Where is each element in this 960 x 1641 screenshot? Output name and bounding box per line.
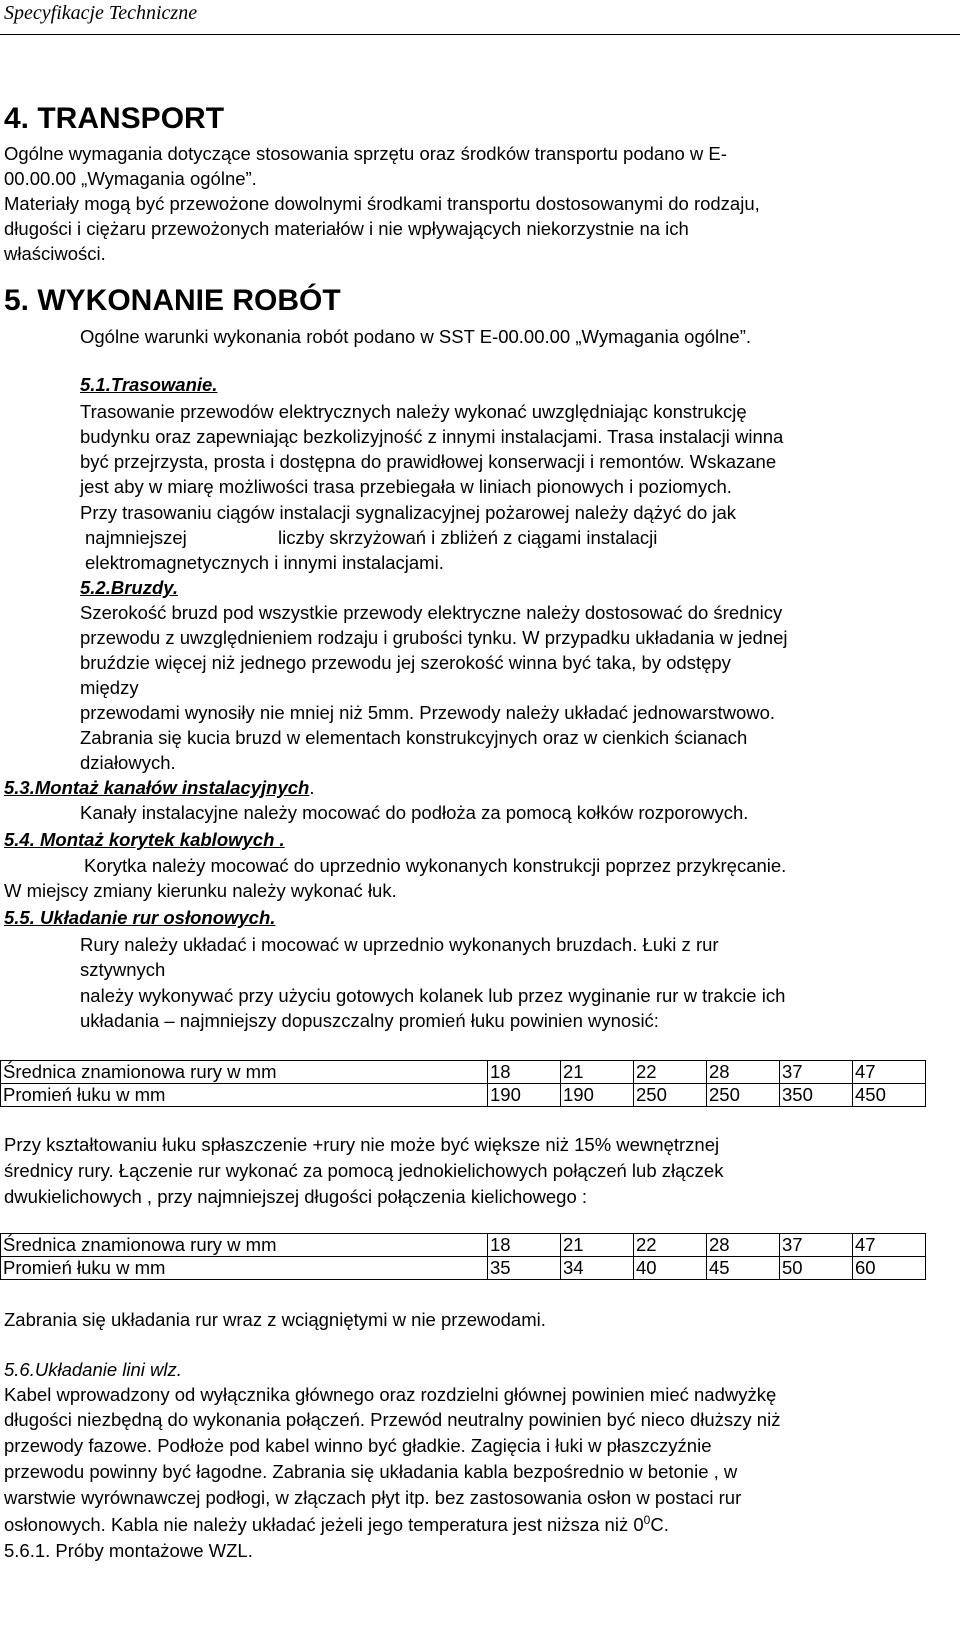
degree-superscript: 0 bbox=[643, 1513, 651, 1527]
section-5-heading: 5. WYKONANIE ROBÓT bbox=[4, 284, 341, 317]
table-cell: 45 bbox=[707, 1257, 780, 1280]
header-rule bbox=[0, 34, 960, 35]
table-cell: 250 bbox=[707, 1084, 780, 1107]
s51-line: elektromagnetycznych i innymi instalacjami. bbox=[85, 552, 444, 573]
table-cell: 28 bbox=[707, 1061, 780, 1084]
table-cell: 450 bbox=[853, 1084, 926, 1107]
s54-line: W miejscy zmiany kierunku należy wykonać łuk. bbox=[4, 880, 397, 901]
s51-line: być przejrzysta, prosta i dostępna do prawidłowej konserwacji i remontów. Wskazane bbox=[80, 451, 777, 472]
s52-line: przewodami wynosiły nie mniej niż 5mm. Przewody należy układać jednowarstwowo. bbox=[80, 702, 776, 723]
table-cell: 40 bbox=[634, 1257, 707, 1280]
header-title: Specyfikacje Techniczne bbox=[4, 2, 198, 24]
pipes-note: Zabrania się układania rur wraz z wciągniętymi w nie przewodami. bbox=[4, 1309, 546, 1330]
s56-line: przewodu powinny być łagodne. Zabrania się układania kabla bezpośrednio w betonie , w bbox=[4, 1461, 738, 1482]
table-cell: Promień łuku w mm bbox=[1, 1084, 488, 1107]
s56-last-line bbox=[4, 1513, 669, 1536]
table-cell: 190 bbox=[488, 1084, 561, 1107]
s55-line: należy wykonywać przy użyciu gotowych kolanek lub przez wyginanie rur w trakcie ich bbox=[80, 985, 786, 1006]
table-cell: Średnica znamionowa rury w mm bbox=[1, 1234, 488, 1257]
table-cell: 22 bbox=[634, 1061, 707, 1084]
table-cell: 28 bbox=[707, 1234, 780, 1257]
s52-line: przewodu z uwzględnieniem rodzaju i grubości tynku. W przypadku układania w jednej bbox=[80, 627, 788, 648]
mid-line: dwukielichowych , przy najmniejszej długości połączenia kielichowego : bbox=[4, 1186, 588, 1207]
table-cell: 34 bbox=[561, 1257, 634, 1280]
s55-line: sztywnych bbox=[80, 959, 166, 980]
s51-line: najmniejszej bbox=[85, 527, 187, 548]
s56-line: Kabel wprowadzony od wyłącznika głównego oraz rozdzielni głównej powinien mieć nadwyżkę bbox=[4, 1384, 777, 1405]
table-cell: 22 bbox=[634, 1234, 707, 1257]
table-cell: 350 bbox=[780, 1084, 853, 1107]
table-cell: 37 bbox=[780, 1061, 853, 1084]
table-row bbox=[1, 1084, 926, 1107]
s56-line: długości niezbędną do wykonania połączeń. Przewód neutralny powinien być nieco dłuższy niż bbox=[4, 1409, 781, 1430]
s56-last-text: osłonowych. Kabla nie należy układać jeżeli jego temperatura jest niższa niż 0 bbox=[4, 1514, 644, 1536]
section-5-3-title-wrap bbox=[4, 777, 315, 799]
mid-line: średnicy rury. Łączenie rur wykonać za pomocą jednokielichowych połączeń lub złączek bbox=[4, 1160, 724, 1181]
s51-line: liczby skrzyżowań i zbliżeń z ciągami instalacji bbox=[278, 527, 658, 548]
s54-line: Korytka należy mocować do uprzednio wykonanych konstrukcji poprzez przykręcanie. bbox=[84, 855, 787, 876]
table-cell: Promień łuku w mm bbox=[1, 1257, 488, 1280]
table-row bbox=[1, 1061, 926, 1084]
table-cell: 250 bbox=[634, 1084, 707, 1107]
table-cell: 60 bbox=[853, 1257, 926, 1280]
table-cell: 47 bbox=[853, 1234, 926, 1257]
section-5-3-title: 5.3.Montaż kanałów instalacyjnych bbox=[4, 777, 310, 798]
s51-line: Przy trasowaniu ciągów instalacji sygnalizacyjnej pożarowej należy dążyć do jak bbox=[80, 502, 737, 523]
s4-line: właściwości. bbox=[4, 243, 106, 264]
s51-line: Trasowanie przewodów elektrycznych należy wykonać uwzględniając konstrukcję bbox=[80, 401, 747, 422]
table-cell: 47 bbox=[853, 1061, 926, 1084]
s55-line: układania – najmniejszy dopuszczalny promień łuku powinien wynosić: bbox=[80, 1010, 659, 1031]
mid-line: Przy kształtowaniu łuku spłaszczenie +rury nie może być większe niż 15% wewnętrznej bbox=[4, 1134, 720, 1155]
s51-line: jest aby w miarę możliwości trasa przebiegała w liniach pionowych i poziomych. bbox=[80, 476, 732, 497]
table-cell: 18 bbox=[488, 1234, 561, 1257]
s4-line: Ogólne wymagania dotyczące stosowania sprzętu oraz środków transportu podano w E- bbox=[4, 143, 727, 164]
table-cell: 50 bbox=[780, 1257, 853, 1280]
table-row bbox=[1, 1257, 926, 1280]
s56-line: warstwie wyrównawczej podłogi, w złączach płyt itp. bez zastosowania osłon w postaci rur bbox=[4, 1487, 742, 1508]
s53-text: Kanały instalacyjne należy mocować do podłoża za pomocą kołków rozporowych. bbox=[80, 802, 749, 823]
s56-last-unit: C. bbox=[650, 1514, 669, 1536]
s56-line: przewody fazowe. Podłoże pod kabel winno być gładkie. Zagięcia i łuki w płaszczyźnie bbox=[4, 1435, 712, 1456]
s52-line: między bbox=[80, 677, 139, 698]
table-cell: 37 bbox=[780, 1234, 853, 1257]
section-5-3-title-suffix: . bbox=[309, 777, 315, 798]
table-cell: 35 bbox=[488, 1257, 561, 1280]
s52-line: Szerokość bruzd pod wszystkie przewody elektryczne należy dostosować do średnicy bbox=[80, 602, 783, 623]
section-5-6-title: 5.6.Układanie lini wlz. bbox=[4, 1359, 182, 1380]
section-5-4-title: 5.4. Montaż korytek kablowych . bbox=[4, 829, 285, 850]
table-cell: 18 bbox=[488, 1061, 561, 1084]
section-5-5-title: 5.5. Układanie rur osłonowych. bbox=[4, 907, 276, 928]
radius-table-1 bbox=[0, 1060, 926, 1107]
section-5-intro: Ogólne warunki wykonania robót podano w SST E-00.00.00 „Wymagania ogólne”. bbox=[80, 326, 752, 347]
s4-line: Materiały mogą być przewożone dowolnymi środkami transportu dostosowanymi do rodzaju, bbox=[4, 193, 760, 214]
section-5-1-title: 5.1.Trasowanie. bbox=[80, 374, 218, 395]
section-5-2-title: 5.2.Bruzdy. bbox=[80, 577, 179, 598]
section-5-6-1-title: 5.6.1. Próby montażowe WZL. bbox=[4, 1540, 253, 1561]
table-cell: 21 bbox=[561, 1234, 634, 1257]
s51-line: budynku oraz zapewniając bezkolizyjność z innymi instalacjami. Trasa instalacji winna bbox=[80, 426, 784, 447]
s4-line: długości i ciężaru przewożonych materiałów i nie wpływających niekorzystnie na ich bbox=[4, 218, 689, 239]
table-cell: Średnica znamionowa rury w mm bbox=[1, 1061, 488, 1084]
s55-line: Rury należy układać i mocować w uprzednio wykonanych bruzdach. Łuki z rur bbox=[80, 934, 719, 955]
table-cell: 21 bbox=[561, 1061, 634, 1084]
section-4-heading: 4. TRANSPORT bbox=[4, 102, 225, 135]
table-cell: 190 bbox=[561, 1084, 634, 1107]
radius-table-2 bbox=[0, 1233, 926, 1280]
s52-line: bruździe więcej niż jednego przewodu jej szerokość winna być taka, by odstępy bbox=[80, 652, 731, 673]
s52-line: działowych. bbox=[80, 752, 176, 773]
table-row bbox=[1, 1234, 926, 1257]
s4-line: 00.00.00 „Wymagania ogólne”. bbox=[4, 168, 257, 189]
s52-line: Zabrania się kucia bruzd w elementach konstrukcyjnych oraz w cienkich ścianach bbox=[80, 727, 748, 748]
